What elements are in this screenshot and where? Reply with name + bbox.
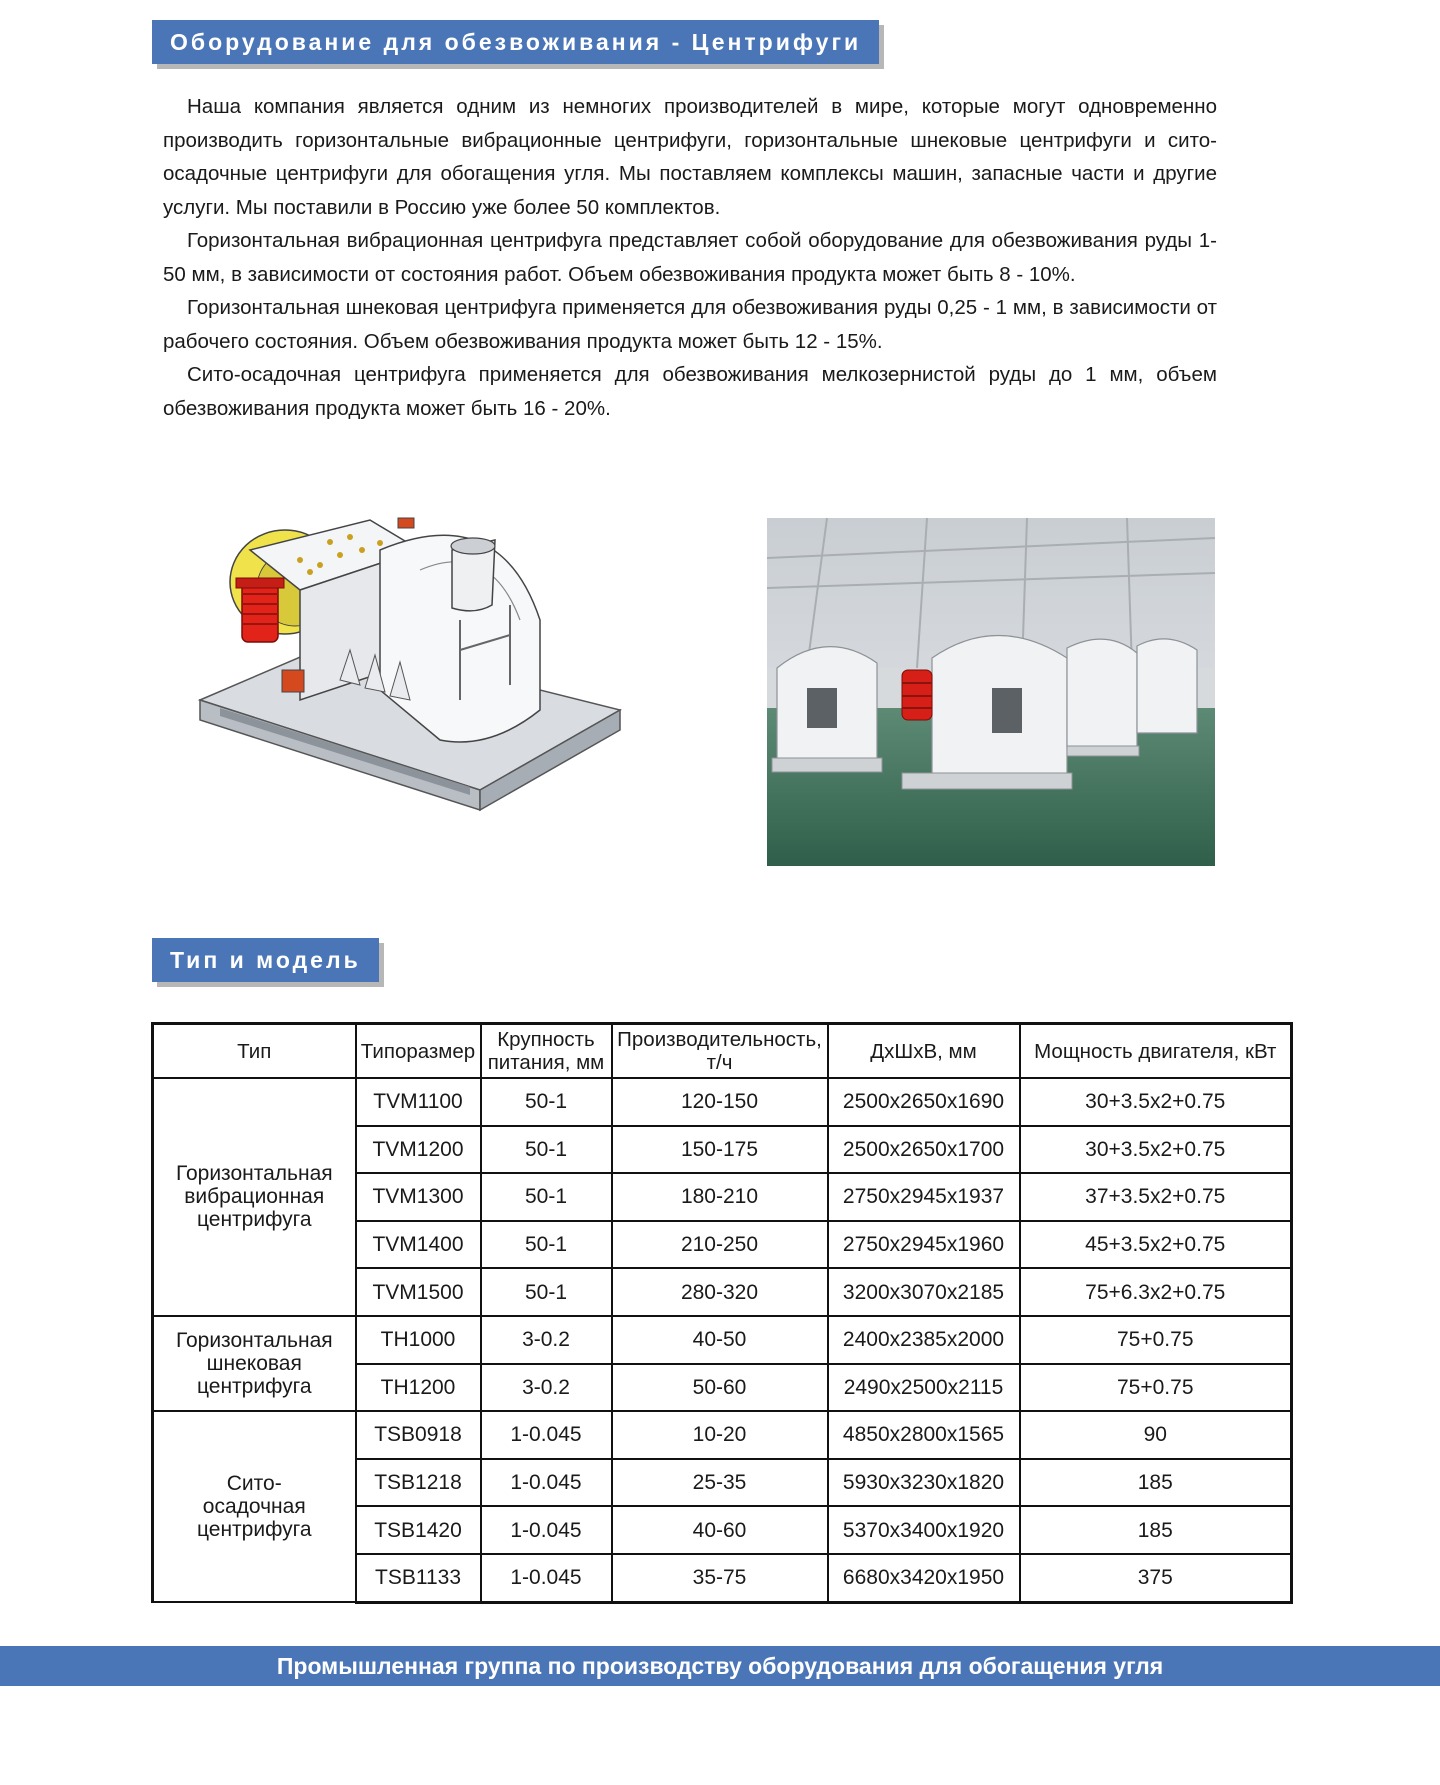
table-cell: TSB1218 [356, 1459, 481, 1507]
table-cell: 280-320 [612, 1268, 828, 1316]
table-cell: TVM1200 [356, 1126, 481, 1174]
table-cell: TSB1133 [356, 1554, 481, 1602]
table-cell: 75+0.75 [1020, 1364, 1292, 1412]
table-cell: TVM1100 [356, 1078, 481, 1126]
spec-table [151, 1022, 1293, 1604]
table-cell: 40-50 [612, 1316, 828, 1364]
intro-paragraph: Сито-осадочная центрифуга применяется для обезвоживания мелкозернистой руды до 1 мм, объем обезвоживания продукта может быть 16 - 20%. [163, 363, 1217, 420]
type-cell: Сито-осадочная центрифуга [153, 1411, 356, 1602]
table-cell: 185 [1020, 1459, 1292, 1507]
table-cell: 2490x2500x2115 [828, 1364, 1020, 1412]
table-header-row [153, 1024, 1292, 1079]
table-cell: 35-75 [612, 1554, 828, 1602]
table-cell: 50-1 [481, 1173, 612, 1221]
table-row [153, 1078, 1292, 1126]
table-cell: 30+3.5x2+0.75 [1020, 1078, 1292, 1126]
table-cell: 3-0.2 [481, 1364, 612, 1412]
table-cell: 90 [1020, 1411, 1292, 1459]
table-cell: 120-150 [612, 1078, 828, 1126]
table-cell: 3-0.2 [481, 1316, 612, 1364]
table-cell: 1-0.045 [481, 1554, 612, 1602]
table-cell: 2750x2945x1960 [828, 1221, 1020, 1269]
table-cell: 75+6.3x2+0.75 [1020, 1268, 1292, 1316]
table-cell: 4850x2800x1565 [828, 1411, 1020, 1459]
table-cell: 50-1 [481, 1221, 612, 1269]
header-feed-size: Крупность питания, мм [481, 1024, 612, 1079]
table-cell: 2400x2385x2000 [828, 1316, 1020, 1364]
header-dimensions: ДхШхВ, мм [828, 1024, 1020, 1079]
table-cell: 30+3.5x2+0.75 [1020, 1126, 1292, 1174]
table-cell: 6680x3420x1950 [828, 1554, 1020, 1602]
table-cell: TSB0918 [356, 1411, 481, 1459]
table-row [153, 1411, 1292, 1459]
table-cell: 50-60 [612, 1364, 828, 1412]
table-cell: TVM1400 [356, 1221, 481, 1269]
header-size: Типоразмер [356, 1024, 481, 1079]
table-cell: 45+3.5x2+0.75 [1020, 1221, 1292, 1269]
intro-paragraph: Горизонтальная шнековая центрифуга применяется для обезвоживания руды 0,25 - 1 мм, в зависимости от рабочего состояния. Объем обезвоживания продукта может быть 12 - 15%. [163, 296, 1217, 353]
factory-photo [767, 518, 1215, 866]
table-cell: 10-20 [612, 1411, 828, 1459]
table-cell: TH1000 [356, 1316, 481, 1364]
table-cell: TVM1500 [356, 1268, 481, 1316]
header-power: Мощность двигателя, кВт [1020, 1024, 1292, 1079]
section-title-centrifuges: Оборудование для обезвоживания - Центрифуги [152, 20, 879, 64]
table-cell: 185 [1020, 1506, 1292, 1554]
type-cell: Горизонтальная шнековая центрифуга [153, 1316, 356, 1411]
table-cell: 40-60 [612, 1506, 828, 1554]
table-cell: 3200x3070x2185 [828, 1268, 1020, 1316]
intro-text [163, 90, 1217, 425]
table-cell: 1-0.045 [481, 1459, 612, 1507]
table-cell: 1-0.045 [481, 1506, 612, 1554]
table-cell: 375 [1020, 1554, 1292, 1602]
centrifuge-cad-illustration [190, 510, 630, 855]
table-cell: TSB1420 [356, 1506, 481, 1554]
table-cell: 75+0.75 [1020, 1316, 1292, 1364]
table-cell: 180-210 [612, 1173, 828, 1221]
type-cell: Горизонтальная вибрационная центрифуга [153, 1078, 356, 1316]
table-cell: 5930x3230x1820 [828, 1459, 1020, 1507]
table-row [153, 1316, 1292, 1364]
table-cell: 37+3.5x2+0.75 [1020, 1173, 1292, 1221]
table-cell: 210-250 [612, 1221, 828, 1269]
header-capacity: Производительность, т/ч [612, 1024, 828, 1079]
table-cell: 50-1 [481, 1078, 612, 1126]
table-cell: TVM1300 [356, 1173, 481, 1221]
table-cell: TH1200 [356, 1364, 481, 1412]
table-cell: 25-35 [612, 1459, 828, 1507]
header-type: Тип [153, 1024, 356, 1079]
table-cell: 5370x3400x1920 [828, 1506, 1020, 1554]
footer-banner: Промышленная группа по производству оборудования для обогащения угля [0, 1646, 1440, 1686]
table-cell: 150-175 [612, 1126, 828, 1174]
vibration-motor [236, 578, 284, 642]
section-title-models: Тип и модель [152, 938, 379, 982]
table-cell: 50-1 [481, 1126, 612, 1174]
intro-paragraph: Наша компания является одним из немногих производителей в мире, которые могут одновременно производить горизонтальные вибрационные центрифуги, горизонтальные шнековые центрифуги и сито-осадочные центрифуги для обогащения угля. Мы поставляем комплексы машин, запасные части и другие услуги. Мы поставили в Россию уже более 50 комплектов. [163, 95, 1217, 219]
table-cell: 1-0.045 [481, 1411, 612, 1459]
intro-paragraph: Горизонтальная вибрационная центрифуга представляет собой оборудование для обезвоживания руды 1-50 мм, в зависимости от состояния работ. Объем обезвоживания продукта может быть 8 - 10%. [163, 229, 1217, 286]
table-cell: 2750x2945x1937 [828, 1173, 1020, 1221]
table-cell: 50-1 [481, 1268, 612, 1316]
table-cell: 2500x2650x1690 [828, 1078, 1020, 1126]
table-cell: 2500x2650x1700 [828, 1126, 1020, 1174]
